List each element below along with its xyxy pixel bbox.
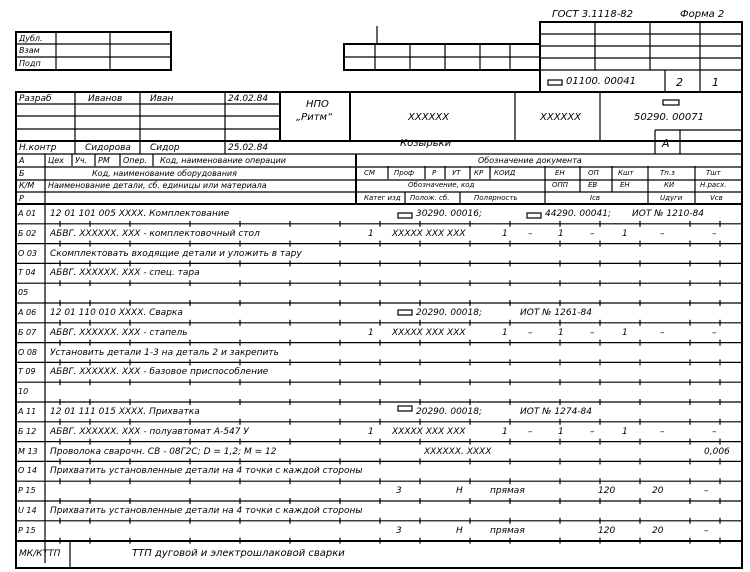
doc-title: Козырьки [400, 138, 452, 149]
col-oper: Опер. [123, 156, 148, 165]
row-r4: 120 [598, 525, 616, 536]
form-label: Форма 2 [680, 9, 725, 20]
row-r2: Н [456, 486, 463, 497]
col-tsht: Тшт [706, 169, 721, 177]
col-op: ОП [588, 169, 599, 177]
row-c9: – [712, 327, 717, 338]
stamp-vzam: Взам [19, 46, 40, 55]
approval-date-1: 24.02.84 [228, 94, 269, 104]
row-text: АБВГ. XXXXXX. XXX - полуавтомат А-547 У [50, 426, 249, 437]
approval-role-1: Разраб [19, 94, 52, 104]
col-en: ЕН [555, 169, 565, 177]
row-text: 12 01 101 005 XXXX. Комплектование [50, 209, 230, 219]
row-c7: 1 [622, 228, 628, 239]
row-text: Проволока сварочн. СВ - 08Г2С; D = 1,2; М = 12 [50, 446, 277, 457]
row-text: АБВГ. XXXXXX. XXX - комплектовочный стол [50, 228, 260, 239]
row-number: Б 07 [18, 327, 37, 337]
legend-b: Б [19, 169, 25, 178]
col-ut: УТ [452, 169, 461, 177]
col-isv: Iсв [590, 194, 601, 202]
row-text: Прихватить установленные детали на 4 точки с каждой стороны [50, 506, 363, 516]
col-equipment: Код, наименование оборудования [92, 169, 237, 178]
approval-name-1: Иванов [88, 94, 123, 104]
row-number: А 06 [18, 308, 37, 317]
row-doc: 30290. 00016; [416, 209, 483, 219]
row-c1: 1 [368, 228, 374, 239]
row-c4: – [528, 426, 533, 437]
doc-symbols [398, 80, 679, 411]
row-number: Б 02 [18, 228, 37, 238]
row-number: 10 [18, 387, 29, 397]
row-iot: ИОТ № 1210-84 [632, 209, 704, 219]
row-c3: 1 [502, 426, 508, 437]
row-r5: 20 [652, 486, 664, 497]
row-number: Р 15 [18, 525, 36, 535]
row-doc: 20290. 00018; [416, 308, 483, 318]
doc-code: 01100. 00041 [566, 76, 636, 87]
stamp-podp: Подп [19, 59, 41, 68]
row-r6: – [704, 486, 709, 497]
row-c1: 1 [368, 327, 374, 338]
row-c2: XXXXX XXX XXX [392, 327, 466, 338]
row-c8: – [660, 228, 665, 239]
code-1: XXXXXX [408, 112, 450, 123]
row-c4: – [528, 228, 533, 239]
col-en2: ЕН [620, 181, 630, 189]
row-r1: 3 [396, 486, 402, 497]
col-ev: ЕВ [588, 181, 598, 189]
col-sm: СМ [364, 169, 375, 177]
legend-r: Р [19, 194, 24, 203]
org-line-1: НПО [306, 99, 329, 110]
col-ki: КИ [664, 181, 675, 189]
row-number: О 14 [18, 466, 38, 476]
row-text: АБВГ. XXXXXX. XXX - стапель [50, 327, 188, 338]
row-number: Т 04 [18, 268, 36, 278]
row-r6: – [704, 525, 709, 536]
row-c6: – [590, 228, 595, 239]
legend-km: К/М [19, 181, 35, 190]
row-c1: 1 [368, 426, 374, 437]
row-c6: – [590, 327, 595, 338]
row-c7: 1 [622, 426, 628, 437]
row-text: Установить детали 1-3 на деталь 2 и закрепить [50, 347, 279, 358]
col-koid: КОИД [494, 169, 516, 177]
code-3: 50290. 00071 [634, 112, 704, 123]
col-nrash: Н.расх. [700, 181, 727, 189]
row-c7: 1 [622, 327, 628, 338]
row-number: А 01 [18, 209, 37, 218]
row-iot: ИОТ № 1274-84 [520, 407, 592, 417]
row-c8: – [660, 426, 665, 437]
col-udugi: Uдуги [660, 194, 683, 202]
row-text: Скомплектовать входящие детали и уложить в тару [50, 248, 302, 259]
code-2: XXXXXX [540, 112, 582, 123]
row-c5: 1 [558, 327, 564, 338]
row-number: М 13 [18, 446, 38, 456]
approval-sign-2: Сидор [150, 143, 180, 153]
row-iot: ИОТ № 1261-84 [520, 308, 592, 318]
row-r4: 120 [598, 486, 616, 497]
col-prof: Проф [394, 169, 414, 177]
row-number: U 14 [18, 506, 37, 515]
top-left-stamp [16, 26, 540, 70]
row-doc: 20290. 00018; [416, 407, 483, 417]
legend-a: А [19, 156, 25, 165]
col-polarity: Полярность [474, 194, 518, 202]
col-kateg: Катег изд [364, 194, 401, 202]
row-c3: 1 [502, 327, 508, 338]
row-c4: – [528, 327, 533, 338]
row-c9: – [712, 228, 717, 239]
row-number: Т 09 [18, 367, 36, 377]
row-number: Б 12 [18, 426, 37, 436]
row-doc2: 44290. 00041; [545, 209, 612, 219]
row-r3: прямая [490, 486, 525, 497]
org-line-2: „Ритм“ [296, 112, 333, 123]
row-c9: – [712, 426, 717, 437]
row-number: О 03 [18, 248, 38, 258]
col-tpz: Тп.з [660, 169, 675, 177]
row-text: 12 01 111 015 XXXX. Прихватка [50, 407, 200, 417]
row-number: 05 [18, 288, 29, 298]
row-number: А 11 [18, 407, 37, 416]
col-doc-title: Обозначение документа [478, 156, 582, 165]
col-polozh: Полож. сб. [410, 194, 450, 202]
col-rm: РМ [98, 156, 110, 165]
row-number: О 08 [18, 347, 38, 357]
row-c2: XXXXX XXX XXX [392, 426, 466, 437]
row-c6: – [590, 426, 595, 437]
footer-code: МК/КТТП [19, 549, 61, 559]
col-op-name: Код, наименование операции [160, 156, 286, 165]
row-r3: прямая [490, 525, 525, 536]
row-c3: 1 [502, 228, 508, 239]
row-c2: XXXXXX. XXXX [424, 446, 492, 457]
approval-date-2: 25.02.84 [228, 143, 269, 153]
row-text: 12 01 110 010 XXXX. Сварка [50, 308, 183, 318]
approval-name-2: Сидорова [85, 143, 131, 153]
row-c9: 0,006 [704, 446, 730, 457]
row-c2: XXXXX XXX XXX [392, 228, 466, 239]
stamp-dubl: Дубл. [19, 34, 43, 43]
row-r5: 20 [652, 525, 664, 536]
col-uch: Уч. [75, 156, 88, 165]
row-c5: 1 [558, 228, 564, 239]
row-text: Прихватить установленные детали на 4 точки с каждой стороны [50, 466, 363, 477]
col-ceh: Цех [48, 156, 64, 165]
sheet-number: 2 [676, 76, 683, 89]
row-r1: 3 [396, 525, 402, 536]
col-oboznach: Обозначение, код [408, 181, 475, 189]
row-text: АБВГ. XXXXXX. XXX - базовое приспособление [50, 367, 269, 378]
row-c5: 1 [558, 426, 564, 437]
row-c8: – [660, 327, 665, 338]
footer-text: ТТП дуговой и электрошлаковой сварки [132, 548, 345, 559]
col-opp: ОПП [552, 181, 569, 189]
row-text: АБВГ. XXXXXX. XXX - спец. тара [50, 268, 200, 279]
gost-label: ГОСТ 3.1118-82 [552, 9, 634, 20]
col-ksht: Кшт [618, 169, 634, 177]
doc-letter: А [662, 137, 670, 150]
sheets-total: 1 [712, 76, 719, 89]
col-vsv: Vсв [710, 194, 723, 202]
row-r2: Н [456, 525, 463, 536]
col-kr: КР [474, 169, 484, 177]
col-material: Наименование детали, сб. единицы или материала [48, 181, 267, 190]
col-r: Р [432, 169, 437, 177]
approval-role-2: Н.контр [19, 143, 57, 153]
row-number: Р 15 [18, 486, 36, 496]
approval-sign-1: Иван [150, 94, 174, 104]
